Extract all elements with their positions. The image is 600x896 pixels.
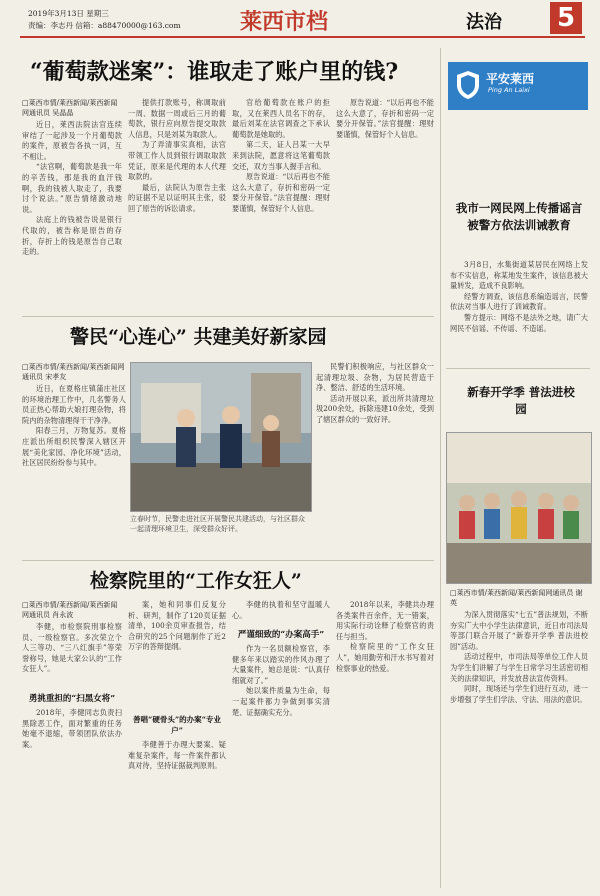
article-1-body-1: 近日，莱西法院法官连续审结了一起涉及一个月葡萄款的案件，原被告各执一词，互不相让。 “法官啊，葡萄款是我一年的辛苦钱，那是我的血汗钱啊，我的钱被人取走了，我要讨个说法。”原告情绪激动地说。 法庭上的钱被告说是银行代取的，被告称是原告的存折，存折上的钱是原告自己取走的。 [22, 120, 122, 257]
ping-an-laixi-logo [448, 62, 588, 110]
article-1-byline: □莱西市情/莱西新闻/莱西新闻网通讯员 吴晶晶 [22, 99, 118, 117]
article-2-headline: 警民“心连心” 共建美好新家园 [70, 326, 327, 348]
police-photo-illustration [131, 363, 311, 511]
article-3-subhead-2: 善唱“硬骨头”的办案“专业户” [133, 715, 221, 735]
article-1-headline: “葡萄款迷案”：谁取走了账户里的钱? [30, 59, 399, 85]
classroom-photo-illustration [447, 433, 591, 583]
article-2-photo-caption: 立春时节，民警走进社区开展警民共建活动，与社区群众一起清理环境卫生，深受群众好评。 [130, 515, 305, 533]
article-3-col-4: 2018年以来，李健共办理各类案件百余件，无一错案，用实际行动诠释了检察官的责任与担当。 检察院里的“工作女狂人”，她用勤劳和汗水书写着对检察事业的热爱。 [336, 600, 434, 673]
article-4-headline: 新春开学季 普法进校园 [467, 385, 575, 416]
article-2-col-left: □莱西市情/莱西新闻/莱西新闻网通讯员 宋孝友 近日，在夏格庄镇蒲庄社区的环境治理工作中，几名警务人员正热心帮助大娘打理杂物，将院内的杂物清理得干干净净。 阳春三月，万物复苏。夏格庄派出所组织民警深入辖区开展“美化家园、净化环境”活动，社区居民纷纷参与其中。 [22, 363, 126, 468]
sidebar-body: 3月8日，水集街道某居民在网络上发布不实信息，称某地发生案件，该信息被大量转发，造成不良影响。 经警方调查，该信息系编造谣言，民警依法对当事人进行了训诫教育。 警方提示：网络不是法外之地，请广大网民不信谣、不传谣、不造谣。 [450, 260, 588, 333]
article-3-col-2: 案，她和同事们反复分析、研判，制作了120页证据清单，100余页审查报告，结合研究的25个问题制作了近2万字的答辩提纲。 善唱“硬骨头”的办案“专业户” 李健善于办理大要案、疑难复杂案件，每一件案件都认真对待，坚持证据裁判原则。 [128, 600, 226, 771]
shield-icon [456, 70, 480, 100]
article-3-headline: 检察院里的“工作女狂人” [90, 570, 302, 592]
article-3-col-1: □莱西市情/莱西新闻/莱西新闻网通讯员 肖永波 李健，市检察院刑事检察员、一级检察官。多次荣立个人三等功、“三八红旗手”等荣誉称号，她是大家公认的“工作女狂人”。 勇挑重担的“扫黑女将” 2018年，李健同志负责扫黑除恶工作，面对繁重的任务她毫不退缩，带领团队依法办案。 [22, 601, 122, 749]
divider-2 [22, 560, 434, 561]
sidebar-divider [440, 48, 441, 888]
article-3-subhead-1: 勇挑重担的“扫黑女将” [28, 694, 116, 704]
logo-subtitle: Ping An Laixi [488, 86, 530, 94]
divider-1 [22, 316, 434, 317]
page-number: 5 [550, 2, 582, 34]
article-1-col-2: 提供打款账号，称调取前一周、数据一周或后三月的葡萄款，银行应向原告提交取款人信息，只是刘某为取款人。 为了弄清事实真相，法官带领工作人员到银行调取取款凭证，原来是代理的本人代理取款的。 最后，法院认为原告主张的证据不足以证明其主张，驳回了原告的诉讼请求。 [128, 98, 226, 213]
article-4-byline: □莱西市情/莱西新闻/莱西新闻网通讯员 谢英 [450, 589, 583, 607]
article-2-col-right: 民警们积极响应，与社区群众一起清理垃圾、杂物，为居民营造干净、整洁、舒适的生活环境。 活动开展以来，派出所共清理垃圾200余处，拆除违建10余处，受到了辖区群众的一致好评。 [316, 362, 434, 424]
article-4-body: □莱西市情/莱西新闻/莱西新闻网通讯员 谢英 为深入贯彻落实“七五”普法规划，不断夯实广大中小学生法律意识，近日市司法局等部门联合开展了“新春开学季 普法进校园”活动。 活动过程中，市司法局等单位工作人员为学生们讲解了与学生日常学习生活密切相关的法律知识，并发放普法宣传资料。 同时，现场还与学生们进行互动，进一步增强了学生们学法、守法、用法的意识。 [450, 589, 588, 704]
article-3-byline: □莱西市情/莱西新闻/莱西新闻网通讯员 肖永波 [22, 601, 118, 619]
article-3-col-3: 李健的执着和坚守温暖人心。 严谨细致的“办案高手” 作为一名员额检察官，李健多年来以踏实的作风办理了大量案件，她总是说：“认真仔细就对了。” 她以案件质量为生命，每一起案件都力争做到事实清楚、证据确实充分。 [232, 600, 330, 717]
sidebar-headline: 我市一网民网上传播谣言被警方依法训诫教育 [455, 201, 583, 232]
editor-info: 责编：李志丹 信箱：a88470000@163.com [28, 21, 181, 30]
section-name: 法治 [466, 12, 502, 33]
masthead-rule [20, 36, 585, 38]
article-1-col-4: 原告说道：“以后再也不能这么大意了，存折和密码一定要分开保管。”法官提醒：理财要谨慎，保管好个人信息。 [336, 98, 434, 139]
article-1-col-1 [22, 98, 122, 310]
logo-title: 平安莱西 [486, 72, 535, 86]
article-1-col-3: 官给葡萄款在账户的拒取，又在莱西人员名下的存，最后刘某在法官调查之下承认葡萄款是她取的。 第二天，证人吕某一大早来到法院，愿意将这笔葡萄款交还，双方当事人握手言和。 原告说道：“以后再也不能这么大意了，存折和密码一定要分开保管。”法官提醒：理财要谨慎，保管好个人信息。 [232, 98, 330, 213]
masthead [0, 0, 600, 40]
issue-date: 2019年3月13日 星期三 [28, 9, 109, 18]
article-2-photo [130, 362, 312, 512]
article-2-byline: □莱西市情/莱西新闻/莱西新闻网通讯员 宋孝友 [22, 363, 125, 381]
article-3-subhead-3: 严谨细致的“办案高手” [237, 630, 325, 640]
divider-sidebar [446, 368, 590, 369]
article-4-photo [446, 432, 592, 584]
paper-name: 莱西市档 [240, 9, 329, 35]
